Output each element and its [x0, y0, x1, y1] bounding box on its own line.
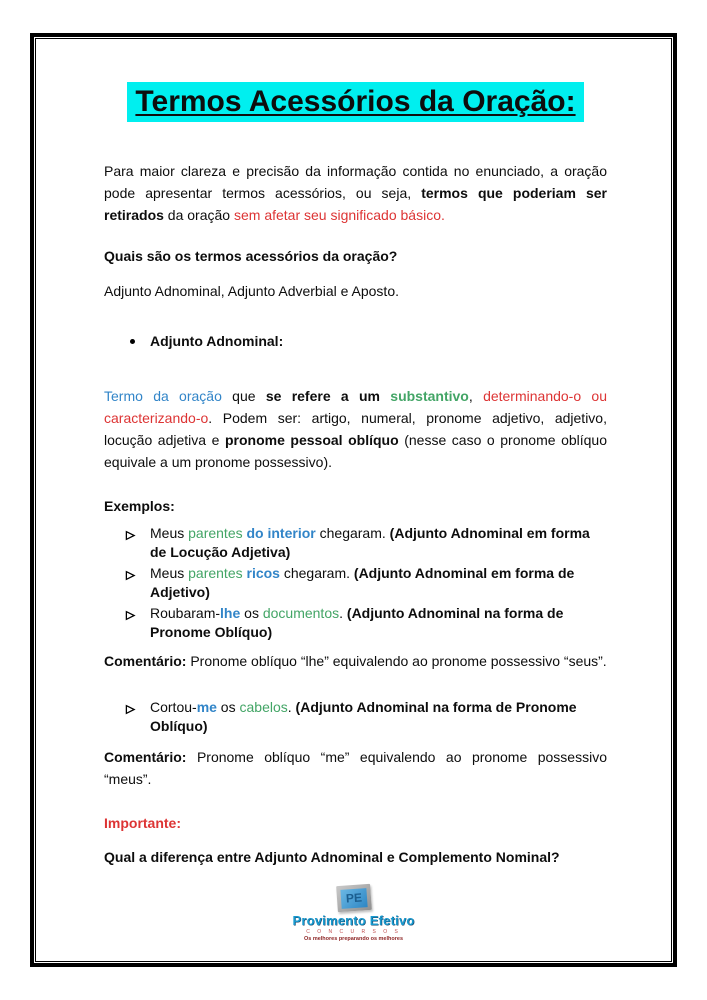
- page-border-frame: [30, 33, 677, 967]
- examples-list-2: [104, 698, 607, 736]
- arrow-bullet-icon: [125, 607, 136, 626]
- logo-tagline: Os melhores preparando os melhores: [303, 936, 404, 942]
- provimento-efetivo-logo: [40, 885, 667, 943]
- definition-paragraph: Termo da oração que se refere a um substantivo, determinando-o ou caracterizando-o. Podem ser: artigo, numeral, pronome adjetivo, adjetivo, locução adjetiva e pronome pessoal oblíquo (nesse caso o pronome oblíquo equivale a um pronome possessivo).: [104, 388, 607, 470]
- title-row: [104, 82, 607, 122]
- important-heading: Importante:: [104, 815, 181, 831]
- page-content: [40, 43, 667, 957]
- examples-list: [104, 524, 607, 642]
- logo-brand-name: Provimento Efetivo: [292, 913, 415, 928]
- page-title: Termos Acessórios da Oração:: [127, 82, 583, 122]
- arrow-bullet-icon: [125, 701, 136, 720]
- example-item: Meus parentes do interior chegaram. (Adjunto Adnominal em forma de Locução Adjetiva): [104, 524, 607, 562]
- answer-paragraph: Adjunto Adnominal, Adjunto Adverbial e Aposto.: [104, 283, 399, 299]
- comment-1: Comentário: Pronome oblíquo “lhe” equivalendo ao pronome possessivo “seus”.: [104, 653, 607, 669]
- arrow-bullet-icon: [125, 567, 136, 586]
- arrow-bullet-icon: [125, 527, 136, 546]
- question-heading: Quais são os termos acessórios da oração?: [104, 248, 398, 264]
- intro-paragraph: Para maior clareza e precisão da informação contida no enunciado, a oração pode apresentar termos acessórios, ou seja, termos que poderiam ser retirados da oração sem afetar seu significado básico.: [104, 163, 607, 223]
- logo-concursos-label: C O N C U R S O S: [306, 929, 401, 935]
- example-item: Cortou-me os cabelos. (Adjunto Adnominal na forma de Pronome Oblíquo): [104, 698, 607, 736]
- examples-heading: Exemplos:: [104, 498, 175, 514]
- logo-pe-letters: PE: [340, 888, 367, 909]
- bullet-dot-icon: [130, 339, 135, 344]
- difference-question: Qual a diferença entre Adjunto Adnominal e Complemento Nominal?: [104, 849, 560, 865]
- adjunto-adnominal-bullet: [104, 330, 607, 352]
- comment-2: Comentário: Pronome oblíquo “me” equivalendo ao pronome possessivo “meus”.: [104, 749, 607, 787]
- logo-cube-icon: [336, 884, 372, 912]
- adjunto-adnominal-label: Adjunto Adnominal:: [150, 333, 284, 349]
- example-item: Meus parentes ricos chegaram. (Adjunto Adnominal em forma de Adjetivo): [104, 564, 607, 602]
- example-item: Roubaram-lhe os documentos. (Adjunto Adnominal na forma de Pronome Oblíquo): [104, 604, 607, 642]
